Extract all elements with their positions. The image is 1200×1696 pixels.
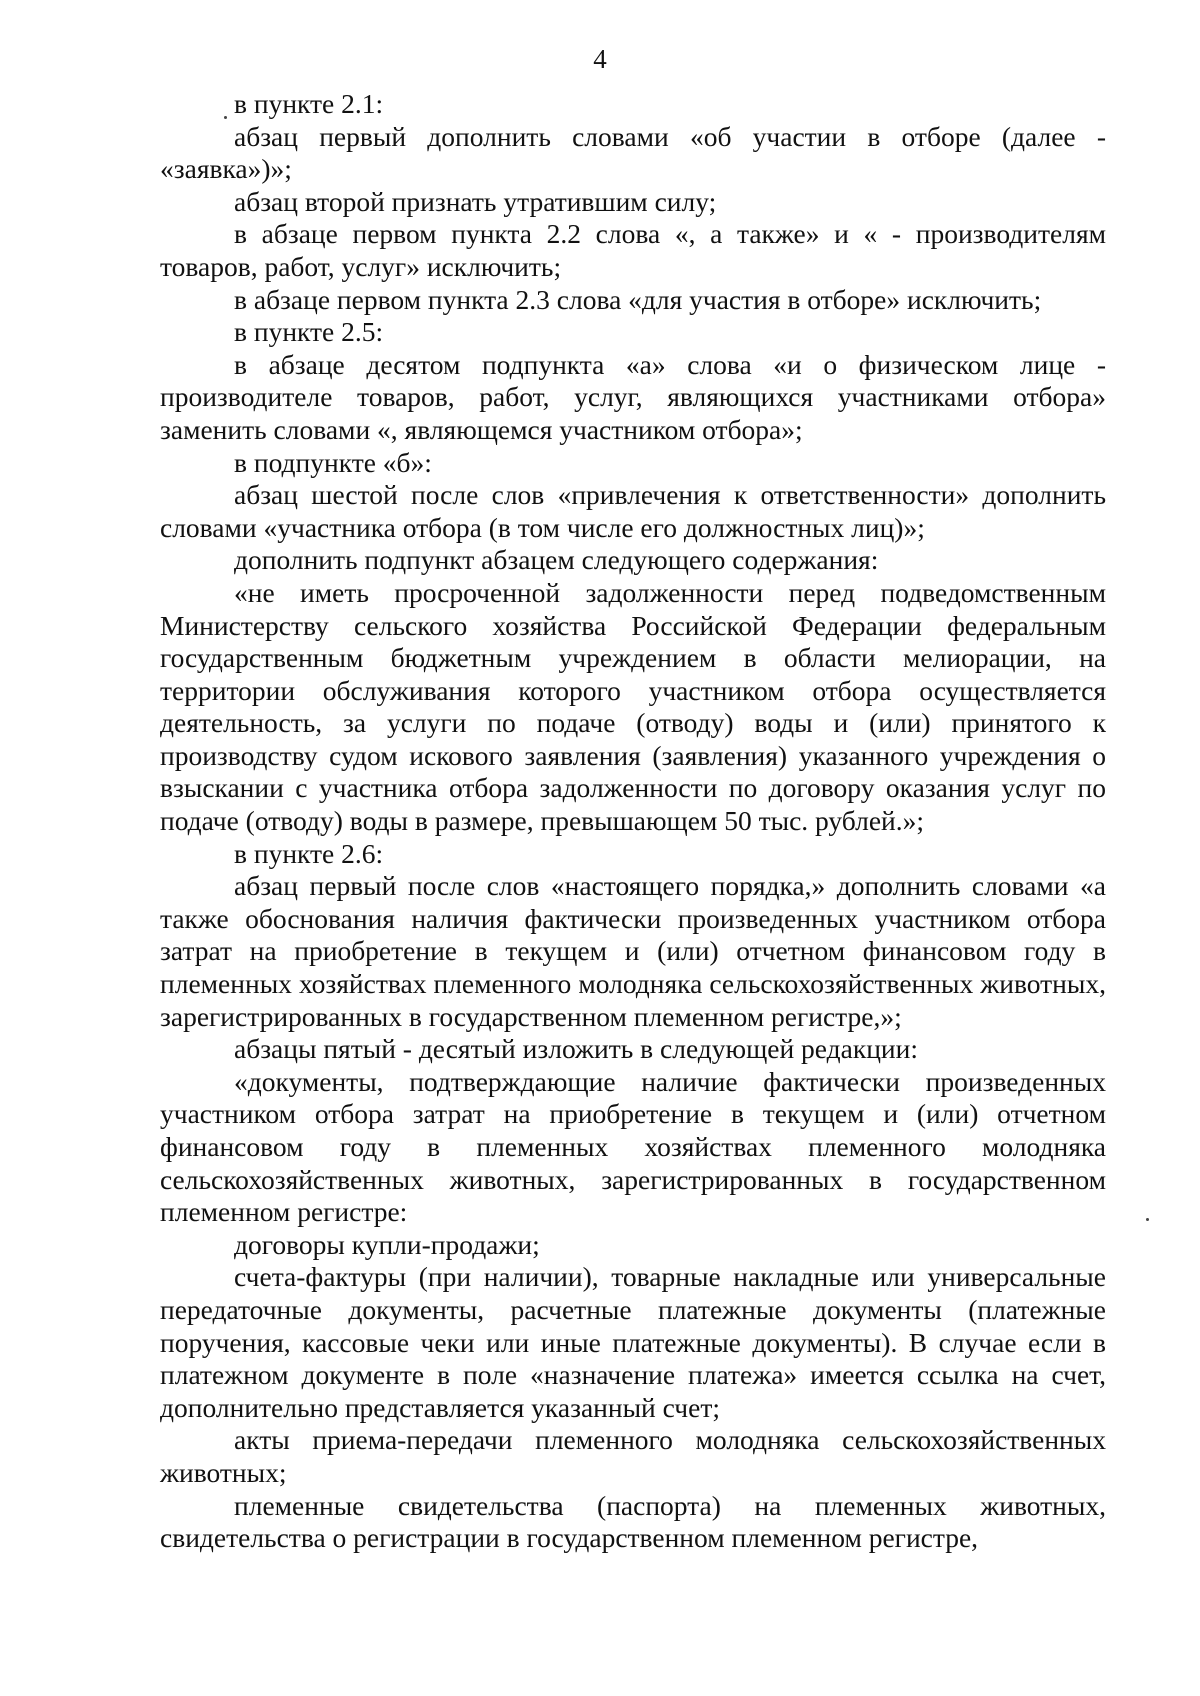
paragraph: абзац первый после слов «настоящего порядка,» дополнить словами «а также обоснования наличия фактически произведенных участником отбора затрат на приобретение в текущем и (или) отчетном финансовом году в племенных хозяйствах племенного молодняка сельскохозяйственных животных, зарегистрированных в государственном племенном регистре,»; — [160, 870, 1106, 1032]
paragraph: «не иметь просроченной задолженности перед подведомственным Министерству сельского хозяйства Российской Федерации федеральным государственным бюджетным учреждением в области мелиорации, на территории обслуживания которого участником отбора осуществляется деятельность, за услуги по подаче (отводу) воды и (или) принятого к производству судом искового заявления (заявления) указанного учреждения о взыскании с участника отбора задолженности по договору оказания услуг по подаче (отводу) воды в размере, превышающем 50 тыс. рублей.»; — [160, 576, 1106, 837]
paragraph: в пункте 2.6: — [234, 837, 384, 869]
paragraph: абзацы пятый - десятый изложить в следующей редакции: — [234, 1033, 918, 1065]
document-body — [160, 88, 1106, 1555]
paragraph: в абзаце десятом подпункта «а» слова «и о физическом лице - производителе товаров, работ, услуг, являющихся участниками отбора» заменить словами «, являющемся участником отбора»; — [160, 348, 1106, 445]
page-number: 4 — [593, 44, 607, 74]
paragraph: в подпункте «б»: — [234, 446, 432, 478]
scan-speck — [1146, 1218, 1149, 1221]
paragraph: в абзаце первом пункта 2.2 слова «, а также» и « - производителям товаров, работ, услуг» исключить; — [160, 218, 1106, 282]
paragraph: в пункте 2.5: — [234, 316, 384, 348]
paragraph: в абзаце первом пункта 2.3 слова «для участия в отборе» исключить; — [234, 283, 1042, 315]
paragraph: в пункте 2.1: — [234, 88, 384, 119]
paragraph: «документы, подтверждающие наличие фактически произведенных участником отбора затрат на приобретение в текущем и (или) отчетном финансовом году в племенных хозяйствах племенного молодняка сельскохозяйственных животных, зарегистрированных в государственном племенном регистре: — [160, 1065, 1106, 1228]
paragraph: племенные свидетельства (паспорта) на племенных животных, свидетельства о регистрации в государственном племенном регистре, — [160, 1489, 1106, 1554]
scan-speck — [224, 116, 227, 119]
paragraph: абзац первый дополнить словами «об участии в отборе (далее - «заявка»)»; — [160, 120, 1106, 185]
paragraph: дополнить подпункт абзацем следующего содержания: — [234, 544, 879, 576]
paragraph: счета-фактуры (при наличии), товарные накладные или универсальные передаточные документы, расчетные платежные документы (платежные поручения, кассовые чеки или иные платежные документы). В случае если в платежном документе в поле «назначение платежа» имеется ссылка на счет, дополнительно представляется указанный счет; — [160, 1261, 1106, 1423]
paragraph: абзац шестой после слов «привлечения к ответственности» дополнить словами «участника отбора (в том числе его должностных лиц)»; — [160, 479, 1106, 543]
paragraph: договоры купли-продажи; — [234, 1228, 540, 1260]
paragraph: акты приема-передачи племенного молодняка сельскохозяйственных животных; — [160, 1424, 1106, 1488]
paragraph: абзац второй признать утратившим силу; — [234, 185, 717, 217]
